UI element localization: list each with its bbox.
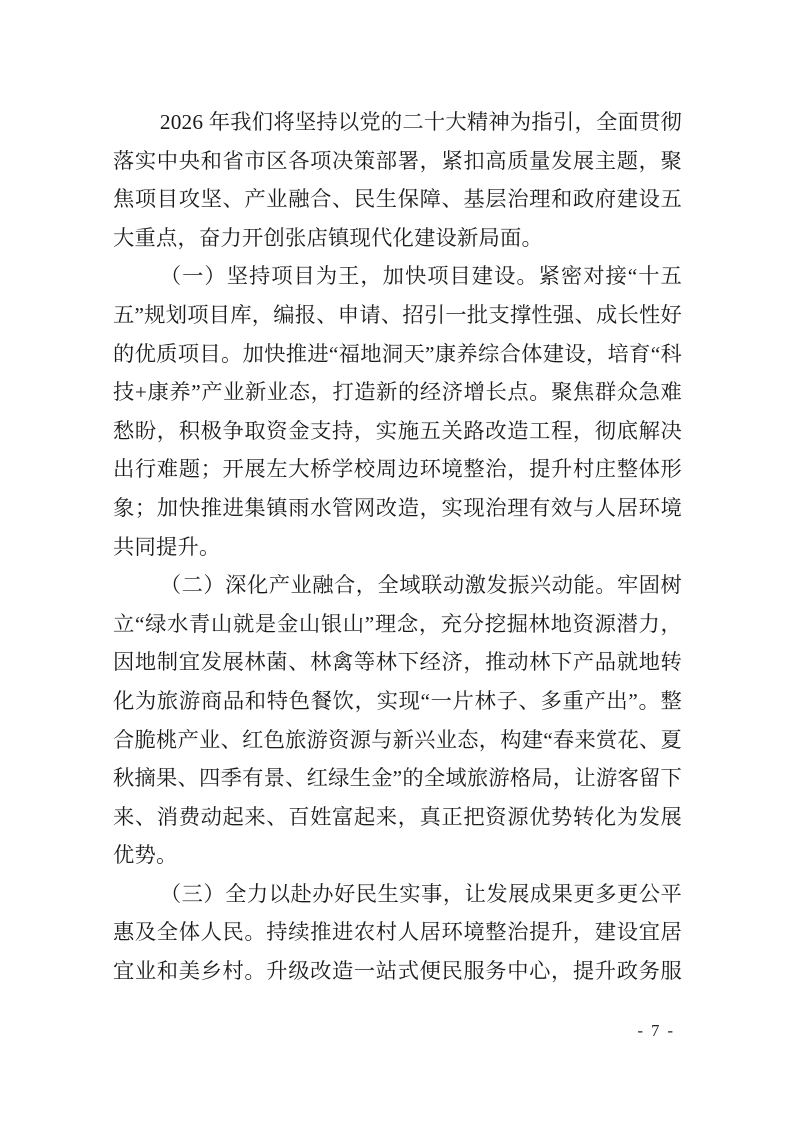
document-body	[113, 103, 682, 991]
paragraph-section-2: （二）深化产业融合，全域联动激发振兴动能。牢固树立“绿水青山就是金山银山”理念，充分挖掘林地资源潜力，因地制宜发展林菌、林禽等林下经济，推动林下产品就地转化为旅游商品和特色餐饮，实现“一片林子、多重产出”。整合脆桃产业、红色旅游资源与新兴业态，构建“春来赏花、夏秋摘果、四季有景、红绿生金”的全域旅游格局，让游客留下来、消费动起来、百姓富起来，真正把资源优势转化为发展优势。	[113, 573, 682, 868]
paragraph-section-1: （一）坚持项目为王，加快项目建设。紧密对接“十五五”规划项目库，编报、申请、招引一批支撑性强、成长性好的优质项目。加快推进“福地洞天”康养综合体建设，培育“科技+康养”产业新业态，打造新的经济增长点。聚焦群众急难愁盼，积极争取资金支持，实施五关路改造工程，彻底解决出行难题；开展左大桥学校周边环境整治，提升村庄整体形象；加快推进集镇雨水管网改造，实现治理有效与人居环境共同提升。	[113, 264, 682, 559]
paragraph-intro: 2026 年我们将坚持以党的二十大精神为指引，全面贯彻落实中央和省市区各项决策部署，紧扣高质量发展主题，聚焦项目攻坚、产业融合、民生保障、基层治理和政府建设五大重点，奋力开创张店镇现代化建设新局面。	[113, 110, 682, 250]
page-number: - 7 -	[637, 1021, 675, 1040]
paragraph-section-3: （三）全力以赴办好民生实事，让发展成果更多更公平惠及全体人民。持续推进农村人居环境整治提升，建设宜居宜业和美乡村。升级改造一站式便民服务中心，提升政务服	[113, 881, 682, 984]
